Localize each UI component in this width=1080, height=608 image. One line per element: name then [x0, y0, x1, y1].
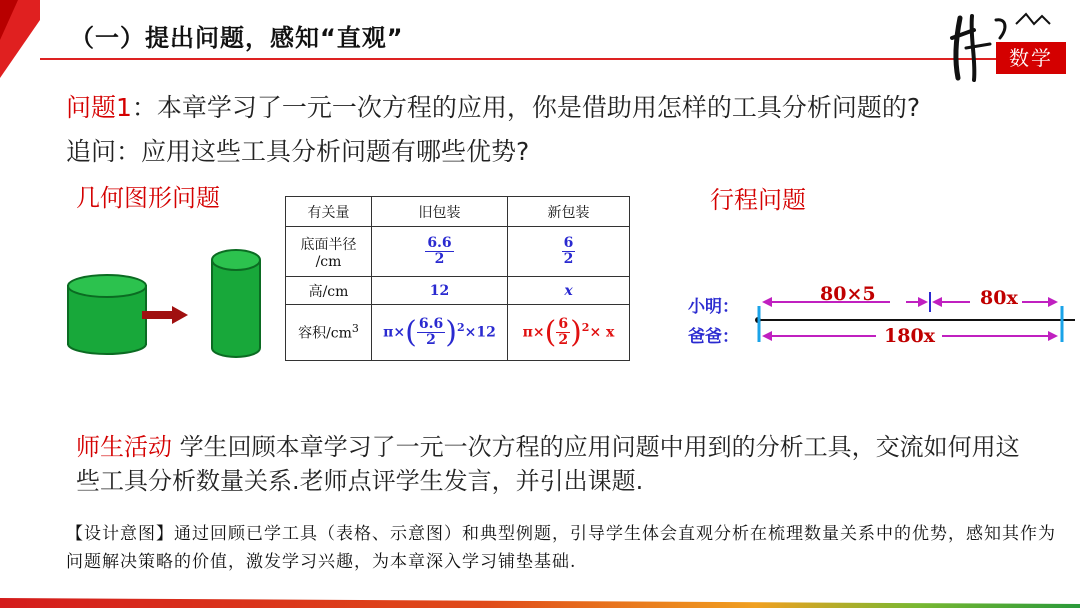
bottom-color-bar	[0, 598, 1080, 608]
subject-logo-badge: 数学	[996, 42, 1066, 74]
new-package-cylinder	[210, 248, 262, 360]
ming-label: 小明：	[688, 297, 739, 317]
table-row-label-volume: 容积$/cm^3$	[286, 305, 372, 361]
old-package-cylinder	[66, 272, 148, 356]
dad-label: 爸爸：	[688, 327, 739, 347]
new-volume-cell: π×( $\frac{6}{2}$ )$^2$× x	[508, 305, 630, 361]
teacher-student-activity	[76, 430, 1026, 498]
table-row-label-height: 高/cm	[286, 277, 372, 305]
old-height-cell: 12	[372, 277, 508, 305]
geometry-problem-title: 几何图形问题	[76, 184, 220, 212]
activity-text: 学生回顾本章学习了一元一次方程的应用问题中用到的分析工具，交流如何用这些工具分析数量关系.老师点评学生发言，并引出课题.	[76, 433, 1020, 495]
question-1-text: ：本章学习了一元一次方程的应用，你是借助用怎样的工具分析问题的?	[131, 93, 921, 122]
travel-diagram	[680, 276, 1080, 356]
total-distance-label: 180x	[884, 325, 935, 347]
segment-2-label: 80x	[980, 287, 1018, 309]
corner-decoration	[0, 0, 40, 78]
activity-label: 师生活动	[76, 433, 172, 461]
table-row-label-radius: 底面半径 /cm	[286, 227, 372, 277]
table-header-old: 旧包装	[372, 197, 508, 227]
design-intent: 【设计意图】通过回顾已学工具（表格、示意图）和典型例题，引导学生体会直观分析在梳理数量关系中的优势，感知其作为问题解决策略的价值，激发学习兴趣，为本章深入学习铺垫基础.	[66, 524, 1056, 572]
new-height-cell: x	[508, 277, 630, 305]
table-header-quantity: 有关量	[286, 197, 372, 227]
transform-arrow-icon	[142, 304, 190, 326]
question-1-label: 问题1	[66, 93, 132, 122]
packaging-table	[285, 196, 630, 361]
segment-1-label: 80×5	[820, 283, 876, 305]
follow-up-question: 追问：应用这些工具分析问题有哪些优势?	[66, 137, 530, 166]
travel-problem-title: 行程问题	[710, 186, 806, 214]
new-radius-cell: $\frac{6}{2}$	[508, 227, 630, 277]
old-volume-cell: π×( $\frac{6.6}{2}$ )$^2$×12	[372, 305, 508, 361]
old-radius-cell: $\frac{6.6}{2}$	[372, 227, 508, 277]
table-header-new: 新包装	[508, 197, 630, 227]
question-1	[66, 88, 920, 124]
title-divider	[40, 58, 1030, 60]
section-title: （一）提出问题，感知“直观”	[70, 24, 404, 52]
